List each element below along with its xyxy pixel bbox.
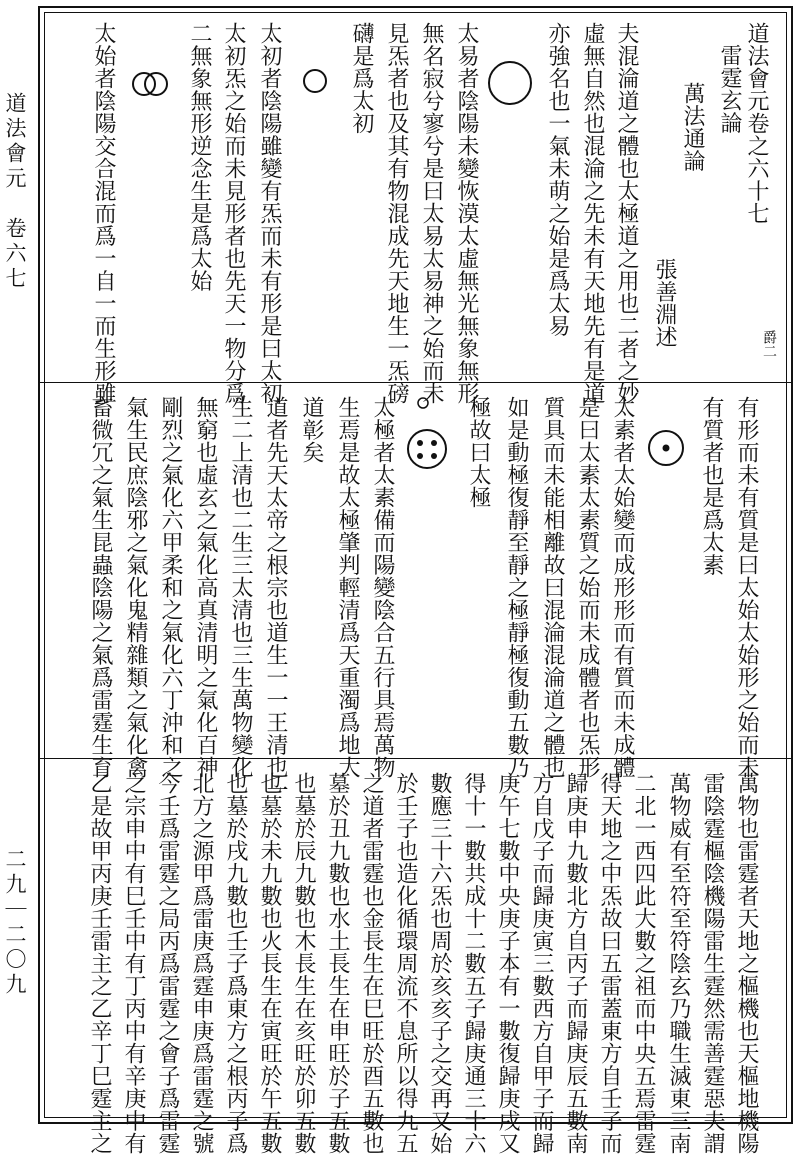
text-column: 畜微冗之氣生昆蟲陰陽之氣爲雷霆生育	[88, 396, 113, 779]
author-line: 張善淵述	[652, 258, 677, 348]
text-column: 方自戊子而歸庚寅三數西方自甲子而歸	[529, 772, 554, 1155]
text-column: 也墓於戌九數也壬子爲東方之根丙子爲	[223, 772, 248, 1155]
taishi-double-circle-diagram	[128, 66, 172, 102]
text-column: 也墓於未九數也火長生在寅旺於午五數	[257, 772, 282, 1155]
text-column: 有質者也是爲太素	[699, 396, 724, 576]
volume-title: 道法會元卷之六十七	[744, 22, 769, 225]
text-column: 極故曰太極	[466, 396, 491, 509]
text-column: 今壬爲雷霆之局丙爲雷霆之會子爲雷霆	[155, 772, 180, 1155]
text-column: 太素者太始變而成形形而有質而未成體	[610, 396, 635, 779]
margin-book-title: 道法會元 卷六七	[3, 92, 27, 292]
chapter-title: 雷霆玄論	[717, 44, 742, 134]
text-column: 墓於丑九數也水土長生在申旺於子五數	[325, 772, 350, 1155]
text-column: 北方之源甲爲雷庚爲霆申庚爲雷霆之號	[189, 772, 214, 1155]
text-column: 無窮也虛玄之氣化高真清明之氣化百神	[193, 396, 218, 779]
text-column: 如是動極復靜至靜之極靜極復動五數乃	[504, 396, 529, 779]
margin-page-number: 二九｜二〇九	[3, 848, 27, 998]
taiji-four-dot-circle-diagram	[405, 427, 449, 471]
text-column: 亦強名也一氣未萌之始是爲太易	[545, 22, 570, 337]
small-circle-mark	[416, 396, 430, 410]
text-column: 無名寂兮寥兮是曰太易太易神之始而未	[419, 22, 444, 405]
section-title: 萬法通論	[680, 82, 705, 172]
text-column: 萬物威有至符至符陰玄乃職生滅東三南	[666, 772, 691, 1155]
text-column: 庚午七數中央庚子本有一數復歸庚戌又	[495, 772, 520, 1155]
text-column: 之宗申中有巳壬中有丁丙中有辛庚中有	[121, 772, 146, 1155]
text-column: 太始者陰陽交合混而爲一自一而生形雖	[91, 22, 116, 405]
text-column: 太極者太素備而陽變陰合五行具焉萬物	[370, 396, 395, 779]
text-column: 剛烈之氣化六甲柔和之氣化六丁沖和之	[158, 396, 183, 779]
text-column: 數應三十六炁也周於亥亥子之交再又始	[427, 772, 452, 1155]
text-column: 之道者雷霆也金長生在巳旺於酉五數也	[359, 772, 384, 1155]
text-column: 虛無自然也混淪之先未有天地先有是道	[580, 22, 605, 405]
text-column: 得天地之中炁故曰五雷蓋東方自壬子而	[597, 772, 622, 1155]
text-column: 也墓於辰九數也木長生在亥旺於卯五數	[291, 772, 316, 1155]
text-column: 於壬子也造化循環周流不息所以得九五	[393, 772, 418, 1155]
taichu-circle-diagram	[300, 66, 330, 96]
text-column: 見炁者也及其有物混成先天地生一炁磅	[384, 22, 409, 405]
text-column: 乙是故甲丙庚壬雷主之乙辛丁巳霆主之	[87, 772, 112, 1155]
text-column: 太初炁之始而未見形者也先天一物分爲	[221, 22, 246, 405]
text-column: 得十一數共成十二數五子歸庚通三十六	[461, 772, 486, 1155]
page-mark: 爵二	[761, 330, 777, 358]
text-column: 萬物也雷霆者天地之樞機也天樞地機陽	[734, 772, 759, 1155]
text-column: 二北一西四此大數之祖而中央五焉雷霆	[631, 772, 656, 1155]
text-column: 有形而未有質是曰太始太始形之始而未	[734, 396, 759, 779]
text-column: 是曰太素太素質之始而未成體者也炁形	[575, 396, 600, 779]
text-column: 道者先天太帝之根宗也道生一一王清也一	[263, 396, 288, 801]
text-column: 生二上清也二生三太清也三生萬物變化	[228, 396, 253, 779]
text-column: 氣生民庶陰邪之氣化鬼精雜類之氣化禽	[123, 396, 148, 779]
text-column: 礴是爲太初	[349, 22, 374, 135]
taiyi-empty-circle-diagram	[485, 58, 535, 108]
text-column: 太易者陰陽未變恢漠太虛無光無象無形	[454, 22, 479, 405]
text-column: 雷陰霆樞陰機陽雷生霆然需善霆惡夫謂	[700, 772, 725, 1155]
band-divider-bottom	[40, 758, 791, 759]
text-column: 生焉是故太極肇判輕清爲天重濁爲地大	[335, 396, 360, 779]
text-column: 質具而未能相離故曰混淪混淪道之體也	[540, 396, 565, 779]
text-column: 太初者陰陽雖變有炁而未有形是曰太初	[257, 22, 282, 405]
taisu-dot-circle-diagram	[646, 428, 686, 468]
text-column: 夫混淪道之體也太極道之用也二者之妙	[614, 22, 639, 405]
text-column: 歸庚申九數北方自丙子而歸庚辰五數南	[563, 772, 588, 1155]
text-column: 二無象無形逆念生是爲太始	[187, 22, 212, 292]
band-divider-top	[40, 382, 791, 383]
text-column: 道彰矣	[299, 396, 324, 464]
